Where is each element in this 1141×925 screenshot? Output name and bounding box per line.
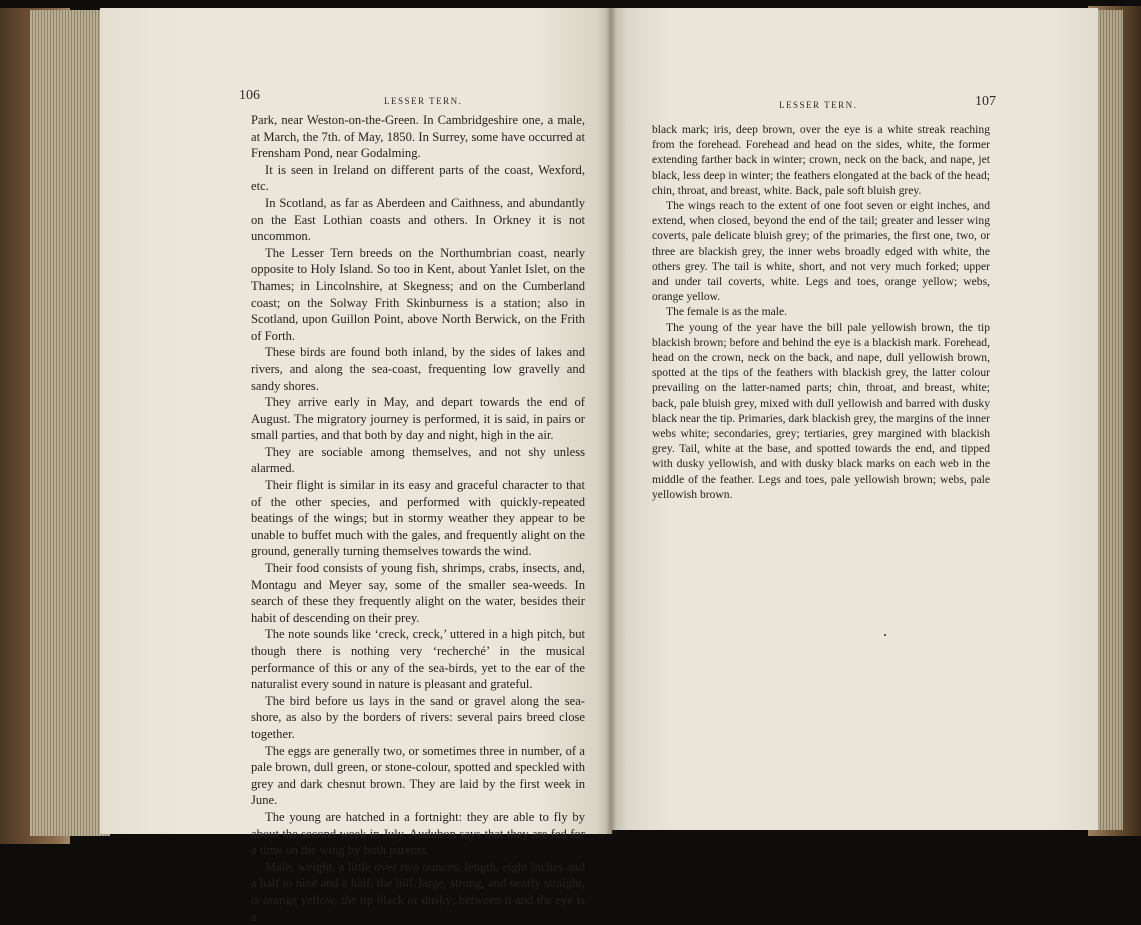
paragraph: Their flight is similar in its easy and graceful character to that of the other species, and performed with quickly-repeated beatings of the wings; but in stormy weather they appear to be unable to buffet much with the gales, and frequently alight on the ground, generally turning themselves towards the wind. xyxy=(251,478,585,559)
paragraph: It is seen in Ireland on different parts of the coast, Wexford, etc. xyxy=(251,162,585,194)
paragraph: They arrive early in May, and depart towards the end of August. The migratory journey is performed, it is said, in pairs or small parties, and that both by day and night, high in the air. xyxy=(251,395,585,443)
paragraph: Their food consists of young fish, shrimps, crabs, insects, and, Montagu and Meyer say, some of the smaller sea-weeds. In search of these they frequently alight on the water, besides their habit of descending on their prey. xyxy=(251,561,585,625)
paragraph: The Lesser Tern breeds on the Northumbrian coast, nearly opposite to Holy Island. So too in Kent, about Yanlet Islet, on the Thames; in Lincolnshire, at Skegness; and on the Cumberland coast; on the Solway Frith Skinburness is a station; also in Scotland, upon Guillon Point, above North Berwick, on the Frith of Forth. xyxy=(251,245,585,343)
paragraph: Male; weight, a little over two ounces; length, eight inches and a half to nine and a half; the bill, large, strong, and nearly straight, is orange yellow, the tip black or dusky; between it and the eye is a xyxy=(251,859,585,924)
page-edges-left xyxy=(30,10,110,836)
paragraph: In Scotland, as far as Aberdeen and Caithness, and abundantly on the East Lothian coasts and others. In Orkney it is not uncommon. xyxy=(251,195,585,244)
paragraph: The young are hatched in a fortnight: they are able to fly by about the second week in July. Audubon says that they are fed for a time on the wing by both parents. xyxy=(251,809,585,858)
paragraph: The wings reach to the extent of one foot seven or eight inches, and extend, when closed, beyond the end of the tail; greater and lesser wing coverts, pale delicate bluish grey; of the primaries, the first one, two, or three are blackish grey, the inner webs broadly edged with white, the others grey. The tail is white, short, and not very much forked; upper and under tail coverts, white. Legs and toes, orange yellow; webs, orange yellow. xyxy=(652,199,990,304)
paragraph: black mark; iris, deep brown, over the eye is a white streak reaching from the forehead. Forehead and head on the sides, white, the former extending farther back in winter; crown, neck on the back, and nape, jet black, less deep in winter; the feathers elongated at the back of the head; chin, throat, and breast, white. Back, pale soft bluish grey. xyxy=(652,123,990,197)
left-page-number: 106 xyxy=(239,88,260,103)
page-speck xyxy=(884,634,886,636)
paragraph: The female is as the male. xyxy=(666,305,788,319)
book-gutter xyxy=(606,8,616,834)
left-page-text xyxy=(251,112,585,925)
left-running-head: LESSER TERN. xyxy=(384,96,463,106)
right-page-text xyxy=(652,122,990,502)
right-page-number: 107 xyxy=(975,94,996,109)
page-edges-right xyxy=(1095,10,1123,830)
right-running-head: LESSER TERN. xyxy=(779,100,858,110)
paragraph: The young of the year have the bill pale yellowish brown, the tip blackish brown; before and behind the eye is a blackish mark. Forehead, head on the crown, neck on the back, and nape, dull yellowish brown, spotted at the tips of the feathers with blackish grey, the latter colour prevailing on the latter-named parts; chin, throat, and breast, white; back, pale bluish grey, mixed with dull yellowish and barred with dusky black near the tip. Primaries, dark blackish grey, the margins of the inner webs white; secondaries, grey; tertiaries, grey margined with blackish grey. Tail, white at the base, and spotted towards the end, and tipped with dusky yellowish, and with dusky black marks on each web in the middle of the feather. Legs and toes, pale yellowish brown; webs, pale yellowish brown. xyxy=(652,320,990,501)
paragraph: These birds are found both inland, by the sides of lakes and rivers, and along the sea-coast, frequenting low gravelly and sandy shores. xyxy=(251,345,585,393)
paragraph: They are sociable among themselves, and not shy unless alarmed. xyxy=(251,444,585,476)
paragraph: The note sounds like ‘creck, creck,’ uttered in a high pitch, but though there is nothing very ‘recherché’ in the musical performance of this or any of the sea-birds, yet to the ear of the naturalist every sound in nature is pleasant and grateful. xyxy=(251,627,585,692)
paragraph: Park, near Weston-on-the-Green. In Cambridgeshire one, a male, at March, the 7th. of May, 1850. In Surrey, some have occurred at Frensham Pond, near Godalming. xyxy=(251,113,585,161)
paragraph: The eggs are generally two, or sometimes three in number, of a pale brown, dull green, or stone-colour, spotted and speckled with grey and dark chesnut brown. They are laid by the first week in June. xyxy=(251,743,585,808)
paragraph: The bird before us lays in the sand or gravel along the sea-shore, as also by the borders of rivers: several pairs breed close together. xyxy=(251,693,585,741)
